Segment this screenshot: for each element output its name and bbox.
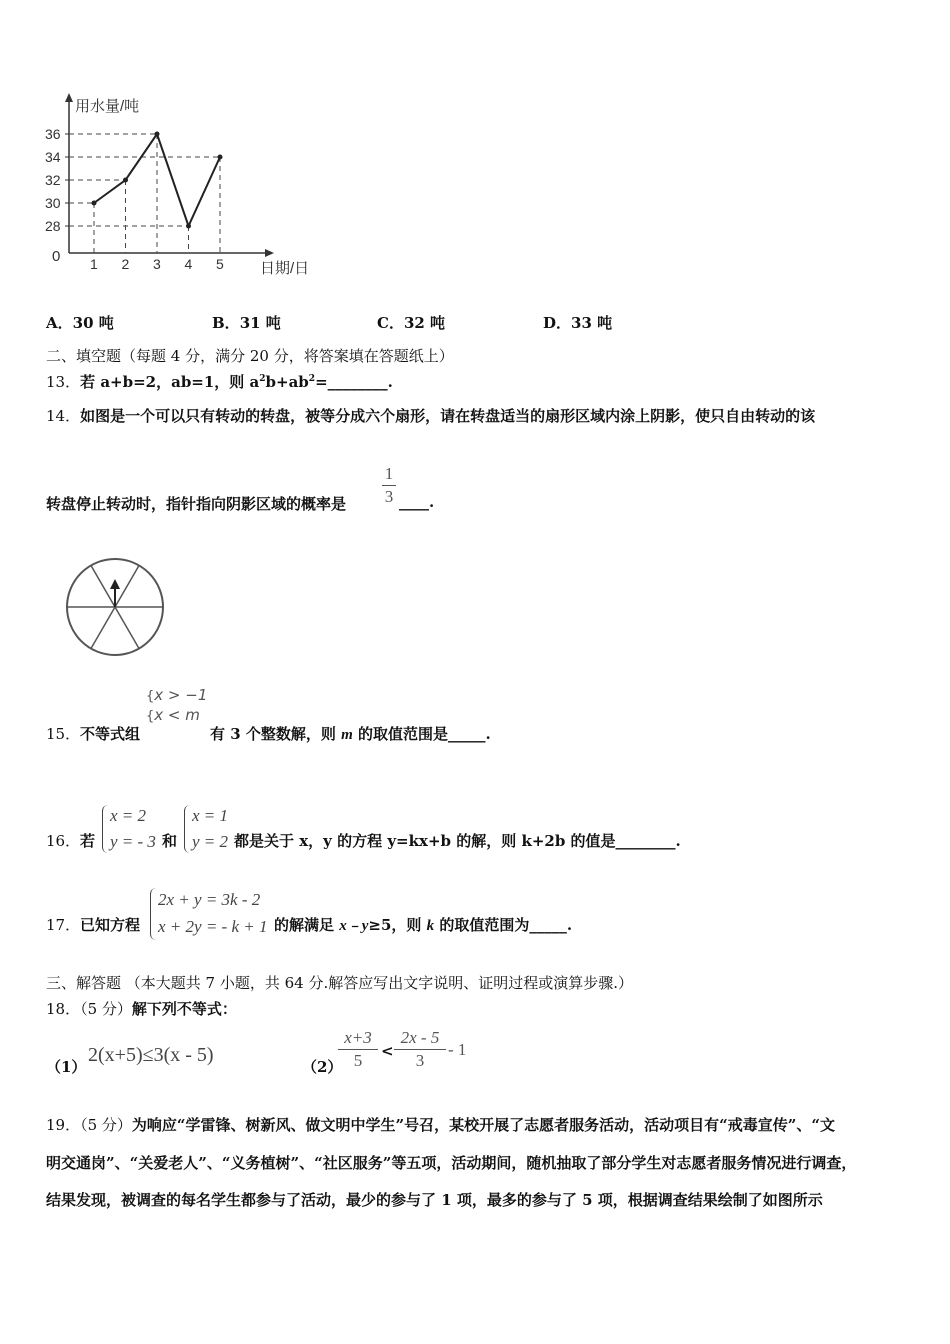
chart-x-tick-label: 2 bbox=[121, 256, 130, 272]
q13-sup1: 2 bbox=[259, 374, 266, 384]
q16-and: 和 bbox=[162, 832, 178, 850]
chart-origin-label: 0 bbox=[52, 248, 61, 265]
option-a-letter: A． bbox=[46, 314, 73, 332]
q13-post: =________. bbox=[315, 373, 393, 391]
chart-data-point bbox=[92, 201, 97, 206]
section3-title: 三、解答题 （本大题共 7 小题，共 64 分.解答应写出文字说明、证明过程或演算步骤.） bbox=[46, 974, 634, 992]
q17-rest bbox=[274, 914, 572, 935]
q17-system bbox=[158, 886, 267, 940]
chart-x-tick-label: 5 bbox=[216, 256, 224, 272]
q13-mid: b+ab bbox=[265, 373, 309, 391]
q14-fraction bbox=[382, 464, 396, 507]
q17-post: 的取值范围为_____. bbox=[439, 916, 573, 934]
q14-line2: 转盘停止转动时，指针指向阴影区域的概率是 bbox=[46, 495, 347, 513]
option-d-letter: D． bbox=[543, 314, 572, 332]
option-b bbox=[212, 312, 281, 333]
q18-p2-label: （2） bbox=[302, 1058, 343, 1076]
chart-y-tick-label: 34 bbox=[45, 149, 61, 165]
q18-p1-expr: 2(x+5)≤3(x - 5) bbox=[88, 1044, 214, 1066]
q18-p2-frac1 bbox=[338, 1028, 378, 1071]
q18-p2-num1: x+3 bbox=[344, 1028, 372, 1047]
chart-ylabel: 用水量/吨 bbox=[75, 98, 140, 115]
option-a bbox=[46, 312, 114, 333]
q18-text: 解下列不等式： bbox=[131, 1000, 237, 1018]
q13-number: 13． bbox=[46, 373, 81, 391]
option-c-text: 32 吨 bbox=[403, 314, 446, 332]
q18-p2-tail: - 1 bbox=[448, 1040, 467, 1059]
chart-y-tick-label: 36 bbox=[45, 126, 61, 142]
option-d bbox=[543, 312, 612, 333]
q15-number: 15． bbox=[46, 725, 81, 743]
q18-p2-num2: 2x - 5 bbox=[400, 1028, 440, 1047]
q14-number: 14． bbox=[46, 407, 81, 425]
q15-ineq2: {x < m bbox=[146, 706, 200, 724]
q14-frac-num: 1 bbox=[384, 464, 394, 483]
chart-y-tick-label: 30 bbox=[45, 195, 61, 211]
q18-p2-frac2 bbox=[394, 1028, 446, 1071]
chart-y-axis-arrow-icon bbox=[65, 93, 73, 102]
option-a-text: 30 吨 bbox=[72, 314, 114, 332]
q16-sys2-eq2: y = 2 bbox=[192, 832, 229, 851]
q19-line1-wrap bbox=[46, 1114, 835, 1135]
q15-mid: 有 3 个整数解，则 bbox=[210, 725, 336, 743]
q17-number: 17． bbox=[46, 916, 81, 934]
q15-pre: 不等式组 bbox=[80, 725, 141, 743]
water-usage-chart bbox=[30, 85, 330, 290]
q15-system bbox=[146, 686, 207, 726]
chart-x-tick-label: 3 bbox=[153, 256, 161, 272]
chart-data-point bbox=[218, 155, 223, 160]
q19-line1: 为响应“学雷锋、树新风、做文明中学生”号召，某校开展了志愿者服务活动，活动项目有“戒毒宣传”、“文 bbox=[131, 1116, 836, 1134]
chart-data-point bbox=[155, 132, 160, 137]
spinner-wheel bbox=[62, 555, 168, 661]
q13-pre: 若 a+b=2，ab=1，则 a bbox=[80, 373, 260, 391]
q16-pre: 若 bbox=[80, 832, 96, 850]
q16-system-2 bbox=[192, 803, 228, 855]
chart-xlabel: 日期/日 bbox=[260, 260, 310, 277]
q17-cond2: ≥5，则 bbox=[368, 916, 422, 934]
chart-data-point bbox=[186, 224, 191, 229]
q19-score: （5 分） bbox=[80, 1116, 132, 1134]
chart-x-tick-label: 1 bbox=[90, 256, 98, 272]
q18-score: （5 分） bbox=[80, 1000, 132, 1018]
q17-cond: x﹣y bbox=[339, 918, 369, 934]
spinner-pointer-arrow-icon bbox=[110, 579, 120, 589]
chart-x-axis-arrow-icon bbox=[265, 249, 274, 257]
q16-system-1 bbox=[110, 803, 156, 855]
q17-brace bbox=[150, 888, 156, 940]
q16-sys1-eq1: x = 2 bbox=[110, 806, 147, 825]
q17-pre: 已知方程 bbox=[80, 916, 141, 934]
q16-post: 都是关于 x，y 的方程 y=kx+b 的解，则 k+2b 的值是________. bbox=[234, 832, 681, 850]
q18-p2-den2: 3 bbox=[415, 1051, 425, 1070]
q14-blank: ____. bbox=[399, 493, 435, 511]
q19-line2: 明交通岗”、“关爱老人”、“义务植树”、“社区服务”等五项，活动期间，随机抽取了部分学生对志愿者服务情况进行调查， bbox=[46, 1154, 857, 1172]
option-b-text: 31 吨 bbox=[239, 314, 281, 332]
q16-brace-1 bbox=[102, 805, 108, 853]
q19-line3: 结果发现，被调查的每名学生都参与了活动，最少的参与了 1 项，最多的参与了 5 项，根据调查结果绘制了如图所示 bbox=[46, 1191, 823, 1209]
q18-p2-den1: 5 bbox=[353, 1051, 363, 1070]
question-14-line1 bbox=[46, 405, 815, 426]
q17-var: k bbox=[426, 918, 435, 934]
chart-y-tick-label: 32 bbox=[45, 172, 61, 188]
q17-eq2: x + 2y = - k + 1 bbox=[158, 917, 268, 936]
question-18 bbox=[46, 998, 237, 1019]
chart-data-point bbox=[123, 178, 128, 183]
q18-number: 18． bbox=[46, 1000, 81, 1018]
q19-number: 19． bbox=[46, 1116, 81, 1134]
q15-var: m bbox=[341, 727, 353, 743]
q13-sup2: 2 bbox=[308, 374, 316, 384]
q15-ineq1: {x > −1 bbox=[146, 686, 208, 704]
section2-title: 二、填空题（每题 4 分，满分 20 分，将答案填在答题纸上） bbox=[46, 347, 454, 365]
q16-sys2-eq1: x = 1 bbox=[192, 806, 229, 825]
q14-frac-den: 3 bbox=[384, 487, 394, 506]
q14-line1: 如图是一个可以只有转动的转盘，被等分成六个扇形，请在转盘适当的扇形区域内涂上阴影，使只自由转动的该 bbox=[80, 407, 816, 425]
option-d-text: 33 吨 bbox=[571, 314, 613, 332]
q17-eq1: 2x + y = 3k - 2 bbox=[158, 890, 261, 909]
q16-number: 16． bbox=[46, 832, 81, 850]
option-b-letter: B． bbox=[212, 314, 240, 332]
option-c-letter: C． bbox=[377, 314, 404, 332]
option-c bbox=[377, 312, 445, 333]
question-13 bbox=[46, 371, 393, 392]
q18-p2-lt: < bbox=[381, 1042, 394, 1060]
q18-p1-label: （1） bbox=[46, 1058, 87, 1076]
q16-brace-2 bbox=[184, 805, 190, 853]
chart-y-tick-label: 28 bbox=[45, 218, 61, 234]
q17-mid: 的解满足 bbox=[274, 916, 335, 934]
q15-rest bbox=[210, 723, 491, 744]
q16-sys1-eq2: y = - 3 bbox=[110, 832, 156, 851]
chart-x-tick-label: 4 bbox=[184, 256, 193, 272]
q15-post: 的取值范围是_____. bbox=[358, 725, 491, 743]
